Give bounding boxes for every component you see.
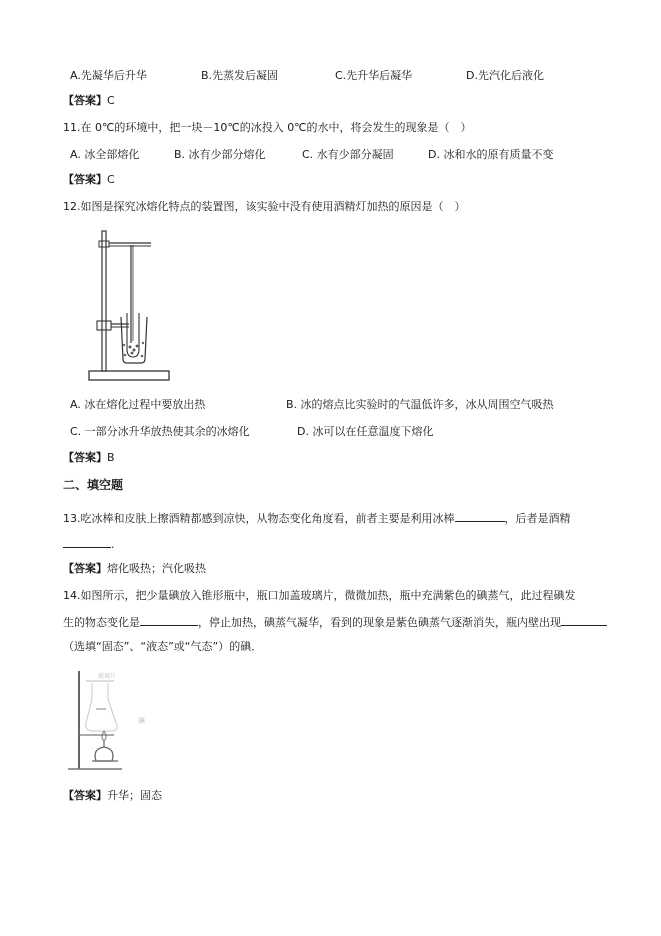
iodine-label-mark: 碘 — [138, 717, 145, 725]
q12-option-c: C. 一部分冰升华放热使其余的冰熔化 — [70, 425, 250, 438]
q13-line1 — [63, 510, 571, 526]
q12-option-d: D. 冰可以在任意温度下熔化 — [297, 425, 434, 438]
q13-text-end: ，后者是酒精 — [504, 512, 571, 525]
q14-line2 — [63, 614, 607, 630]
glass-label-mark: 玻璃片 — [98, 673, 117, 680]
answer-value: C — [107, 94, 115, 107]
q14-blank-1[interactable] — [140, 614, 198, 626]
iodine-sublimation-figure — [62, 665, 182, 777]
answer-label: 【答案】 — [63, 562, 107, 575]
q14-answer — [63, 789, 162, 803]
q10-option-c: C.先升华后凝华 — [335, 69, 413, 82]
q14-line1: 14.如图所示，把少量碘放入锥形瓶中，瓶口加盖玻璃片，微微加热，瓶中充满紫色的碘蒸气，此过程碘发 — [63, 589, 576, 602]
answer-value: 熔化吸热；汽化吸热 — [107, 562, 206, 575]
q11-option-b: B. 冰有少部分熔化 — [174, 148, 266, 161]
q13-period: . — [111, 538, 115, 551]
q12-option-b: B. 冰的熔点比实验时的气温低许多，冰从周围空气吸热 — [286, 398, 554, 411]
q13-answer — [63, 562, 206, 576]
answer-value: B — [107, 451, 115, 464]
q12-answer — [63, 451, 115, 465]
q14-blank-2[interactable] — [561, 614, 607, 626]
answer-value: C — [107, 173, 115, 186]
q13-text: 13.吃冰棒和皮肤上擦酒精都感到凉快，从物态变化角度看，前者主要是利用冰棒 — [63, 512, 455, 525]
q12-stem: 12.如图是探究冰熔化特点的装置图，该实验中没有使用酒精灯加热的原因是（ ） — [63, 200, 466, 213]
q13-blank-2[interactable] — [63, 536, 111, 548]
q12-option-a: A. 冰在熔化过程中要放出热 — [70, 398, 206, 411]
q13-line2 — [63, 536, 115, 552]
q13-blank-1[interactable] — [455, 510, 505, 522]
answer-label: 【答案】 — [63, 94, 107, 107]
q14-line3: （选填“固态”、“液态”或“气态”）的碘． — [63, 640, 263, 653]
q10-answer — [63, 94, 115, 108]
q11-option-a: A. 冰全部熔化 — [70, 148, 140, 161]
q11-answer — [63, 173, 115, 187]
q11-option-c: C. 水有少部分凝固 — [302, 148, 394, 161]
q10-option-d: D.先汽化后液化 — [466, 69, 544, 82]
section-title: 二、填空题 — [63, 478, 124, 492]
answer-label: 【答案】 — [63, 173, 107, 186]
q11-stem: 11.在 0℃的环境中，把一块－10℃的冰投入 0℃的水中，将会发生的现象是（ ） — [63, 121, 472, 134]
q14-text-a: 生的物态变化是 — [63, 616, 140, 629]
answer-label: 【答案】 — [63, 451, 107, 464]
q14-text-b: ，停止加热，碘蒸气凝华，看到的现象是紫色碘蒸气逐渐消失，瓶内壁出现 — [198, 616, 561, 629]
q10-option-b: B.先蒸发后凝固 — [201, 69, 279, 82]
q11-option-d: D. 冰和水的原有质量不变 — [428, 148, 554, 161]
q10-option-a: A.先凝华后升华 — [70, 69, 147, 82]
ice-melting-apparatus-figure — [85, 225, 175, 385]
answer-label: 【答案】 — [63, 789, 107, 802]
answer-value: 升华；固态 — [107, 789, 162, 802]
